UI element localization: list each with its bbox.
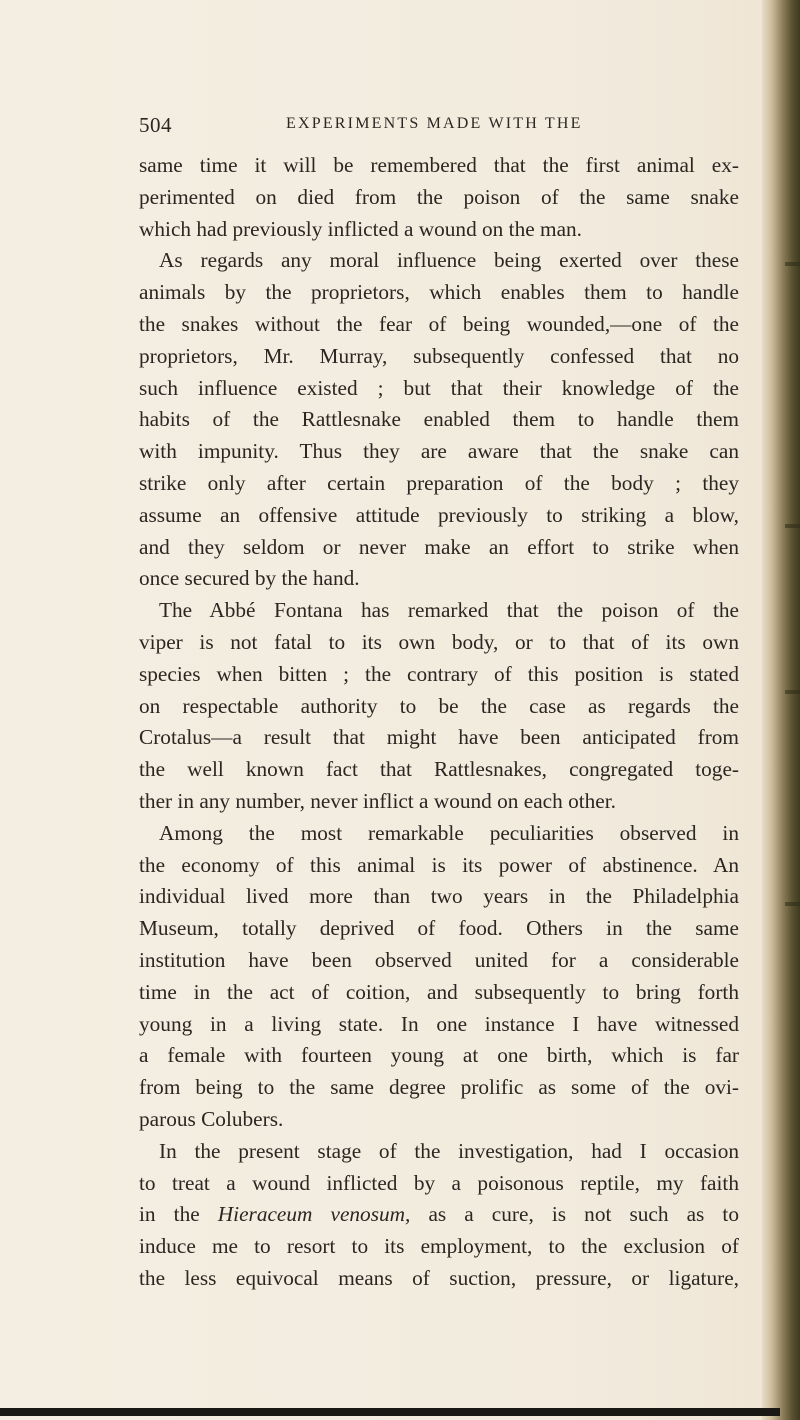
text-line: viper is not fatal to its own body, or to that of its own <box>139 629 739 654</box>
text-line: to treat a wound inflicted by a poisonous reptile, my faith <box>139 1170 739 1195</box>
text-line: the well known fact that Rattlesnakes, congregated toge- <box>139 757 739 782</box>
text-line: the snakes without the fear of being wounded,—one of the <box>139 311 739 336</box>
text-line: ther in any number, never inflict a wound on each other. <box>139 788 616 813</box>
page-edge-mark <box>785 902 800 906</box>
text-line: habits of the Rattlesnake enabled them to handle them <box>139 407 739 432</box>
text-line: individual lived more than two years in the Philadelphia <box>139 884 739 909</box>
text-line <box>139 1199 739 1231</box>
page-number: 504 <box>139 113 172 137</box>
body-text <box>139 150 739 1295</box>
italic-term: Hieraceum venosum, <box>217 1202 411 1227</box>
text-line: a female with fourteen young at one birth, which is far <box>139 1043 739 1068</box>
text-line: same time it will be remembered that the first animal ex- <box>139 153 739 177</box>
text-line: animals by the proprietors, which enables them to handle <box>139 280 739 305</box>
text-line: on respectable authority to be the case as regards the <box>139 693 739 718</box>
text-line: the less equivocal means of suction, pressure, or ligature, <box>139 1265 739 1290</box>
page-header <box>139 113 739 139</box>
text-line: Among the most remarkable peculiarities observed in <box>159 820 739 845</box>
running-head: EXPERIMENTS MADE WITH THE <box>286 115 583 132</box>
text-line: Crotalus—a result that might have been anticipated from <box>139 725 739 750</box>
text-line: young in a living state. In one instance I have witnessed <box>139 1011 739 1036</box>
text-line: The Abbé Fontana has remarked that the poison of the <box>159 598 739 623</box>
text-line: Museum, totally deprived of food. Others in the same <box>139 916 739 941</box>
text-line: time in the act of coition, and subsequently to bring forth <box>139 979 739 1004</box>
text-segment: in the <box>139 1202 200 1227</box>
text-line: institution have been observed united for a considerable <box>139 947 739 972</box>
text-line: As regards any moral influence being exerted over these <box>159 248 739 273</box>
text-line: In the present stage of the investigation, had I occasion <box>159 1138 739 1163</box>
page-edge <box>762 0 800 1420</box>
text-line: such influence existed ; but that their knowledge of the <box>139 375 739 400</box>
page-edge-mark <box>785 690 800 694</box>
page-edge-mark <box>785 262 800 266</box>
text-line: strike only after certain preparation of the body ; they <box>139 470 739 495</box>
text-line: induce me to resort to its employment, to the exclusion of <box>139 1234 739 1259</box>
text-line: once secured by the hand. <box>139 566 360 591</box>
text-line: proprietors, Mr. Murray, subsequently confessed that no <box>139 343 739 368</box>
text-line: assume an offensive attitude previously to striking a blow, <box>139 502 739 527</box>
bottom-shadow-bar <box>0 1408 780 1416</box>
text-line: from being to the same degree prolific as some of the ovi- <box>139 1075 739 1100</box>
text-line: parous Colubers. <box>139 1106 284 1131</box>
text-line: perimented on died from the poison of the same snake <box>139 184 739 209</box>
text-line: and they seldom or never make an effort to strike when <box>139 534 739 559</box>
text-line: the economy of this animal is its power of abstinence. An <box>139 852 739 877</box>
text-line: species when bitten ; the contrary of this position is stated <box>139 661 739 686</box>
text-line: with impunity. Thus they are aware that the snake can <box>139 439 739 464</box>
text-segment: as a cure, is not such as to <box>428 1202 739 1227</box>
page-edge-mark <box>785 524 800 528</box>
text-line: which had previously inflicted a wound on the man. <box>139 216 582 241</box>
